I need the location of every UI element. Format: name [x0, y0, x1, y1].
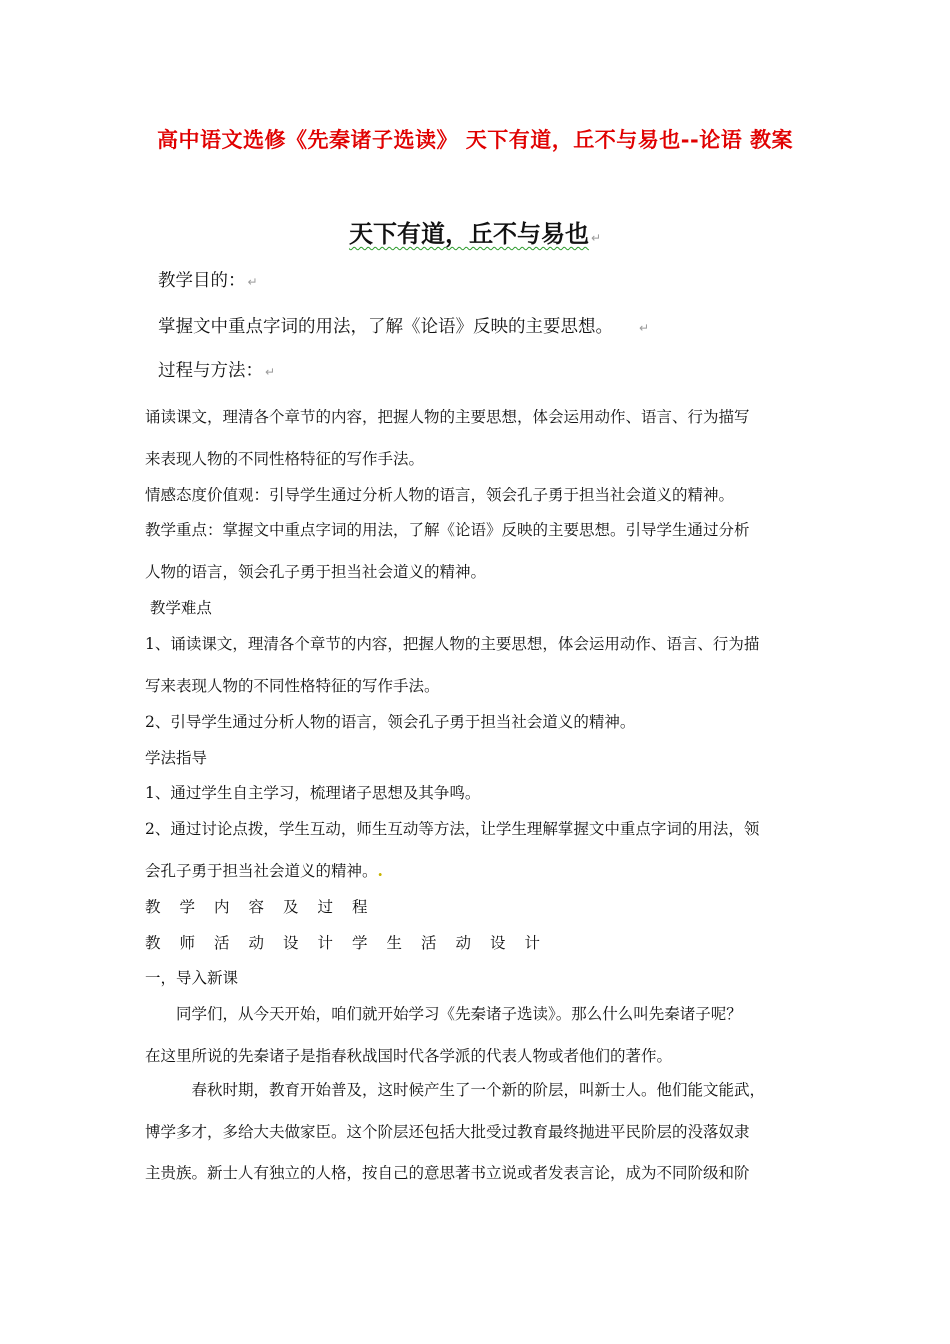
- body-line: 同学们，从今天开始，咱们就开始学习《先秦诸子选读》。那么什么叫先秦诸子呢？: [145, 1005, 742, 1023]
- marker-dot-icon: .: [377, 861, 383, 880]
- body-line: 1、通过学生自主学习，梳理诸子思想及其争鸣。: [145, 784, 481, 802]
- lesson-heading: [0, 214, 950, 249]
- body-line: 情感态度价值观：引导学生通过分析人物的语言，领会孔子勇于担当社会道义的精神。: [145, 486, 735, 504]
- body-line: 一，导入新课: [145, 969, 239, 987]
- body-line: 2、引导学生通过分析人物的语言，领会孔子勇于担当社会道义的精神。: [145, 713, 636, 731]
- objective-text-row: [158, 313, 649, 338]
- body-line: 教学内容及过程: [145, 898, 387, 916]
- body-line-row: [145, 859, 383, 881]
- body-line: 教学难点: [145, 599, 212, 617]
- process-label-row: [158, 357, 275, 382]
- objective-label: 教学目的：: [158, 271, 246, 291]
- body-line: 人物的语言，领会孔子勇于担当社会道义的精神。: [145, 563, 487, 581]
- body-line: 诵读课文，理清各个章节的内容，把握人物的主要思想，体会运用动作、语言、行为描写: [145, 408, 750, 426]
- body-line: 主贵族。新士人有独立的人格，按自己的意思著书立说或者发表言论，成为不同阶级和阶: [145, 1164, 750, 1182]
- objective-label-row: [158, 267, 258, 292]
- body-line: 会孔子勇于担当社会道义的精神。: [145, 862, 378, 880]
- paragraph-mark-icon: ↵: [247, 275, 258, 289]
- body-line: 博学多才，多给大夫做家臣。这个阶层还包括大批受过教育最终抛进平民阶层的没落奴隶: [145, 1123, 750, 1141]
- paragraph-mark-icon: ↵: [590, 231, 602, 245]
- body-line: 来表现人物的不同性格特征的写作手法。: [145, 450, 425, 468]
- heading-text: 天下有道，丘不与易也: [348, 220, 589, 248]
- body-line: 写来表现人物的不同性格特征的写作手法。: [145, 677, 440, 695]
- body-line: 在这里所说的先秦诸子是指春秋战国时代各学派的代表人物或者他们的著作。: [145, 1047, 673, 1065]
- body-line: 教学重点：掌握文中重点字词的用法，了解《论语》反映的主要思想。引导学生通过分析: [145, 521, 750, 539]
- body-line: 学法指导: [145, 749, 208, 767]
- body-line: 2、通过讨论点拨，学生互动，师生互动等方法，让学生理解掌握文中重点字词的用法，领: [145, 820, 760, 838]
- body-line: 春秋时期，教育开始普及，这时候产生了一个新的阶层，叫新士人。他们能文能武，: [145, 1081, 766, 1099]
- paragraph-mark-icon: ↵: [265, 365, 276, 379]
- document-title: 高中语文选修《先秦诸子选读》 天下有道，丘不与易也--论语 教案: [156, 128, 794, 152]
- process-label: 过程与方法：: [158, 361, 263, 381]
- objective-text: 掌握文中重点字词的用法，了解《论语》反映的主要思想。: [158, 317, 613, 337]
- paragraph-mark-icon: ↵: [639, 321, 650, 335]
- body-line: 1、诵读课文，理清各个章节的内容，把握人物的主要思想，体会运用动作、语言、行为描: [145, 635, 760, 653]
- body-line: 教师活动设计学生活动设计: [145, 934, 560, 952]
